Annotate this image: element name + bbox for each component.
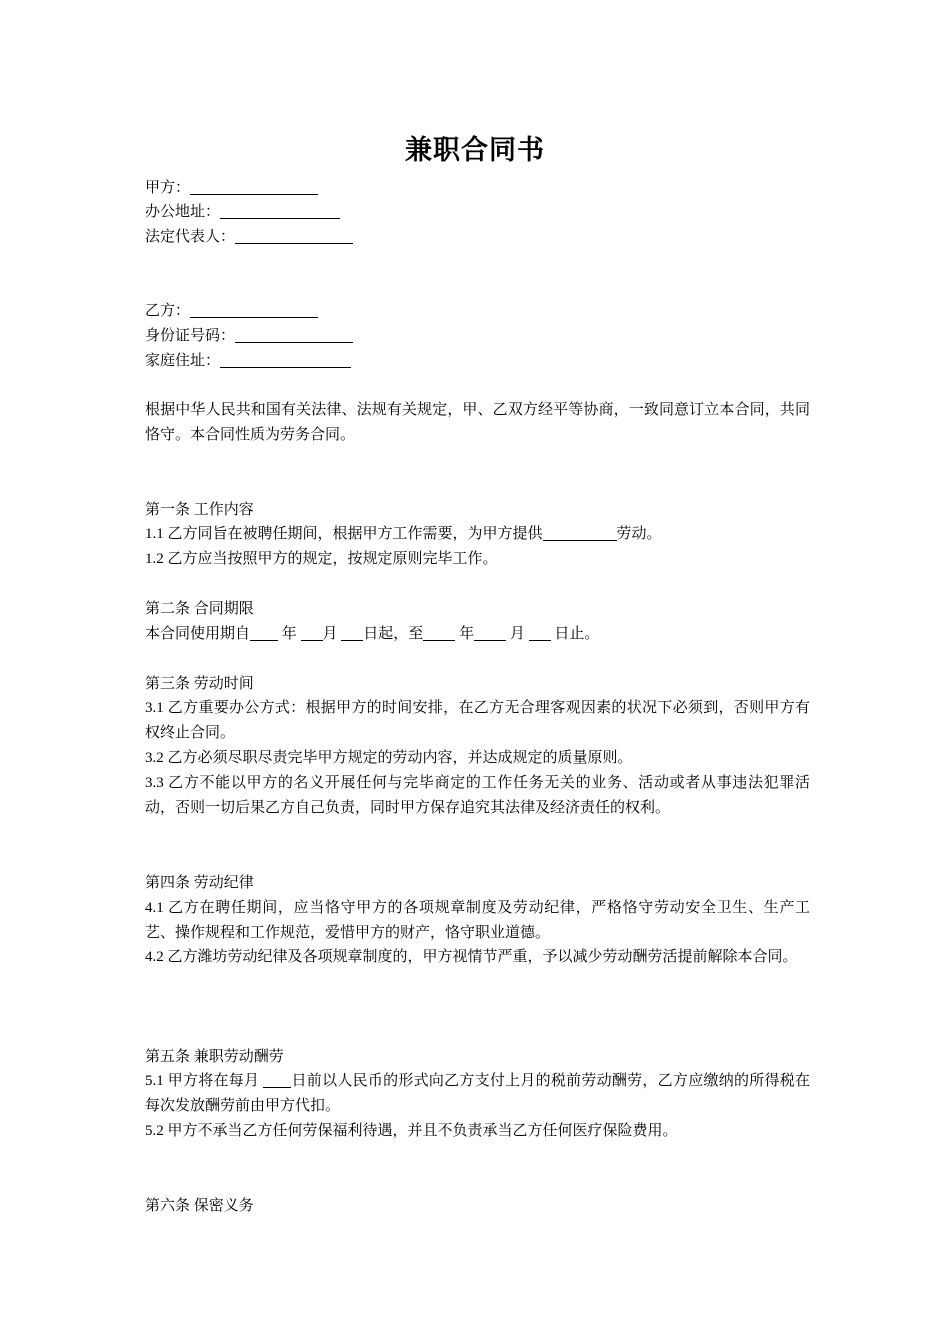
article-6-heading: 第六条 保密义务 xyxy=(145,1198,254,1214)
end-month-blank xyxy=(474,625,506,641)
party-a-name-line xyxy=(145,176,810,200)
article-1-clause-2: 1.2 乙方应当按照甲方的规定，按规定原则完毕工作。 xyxy=(145,551,498,567)
term-text-7: 日止。 xyxy=(550,626,600,642)
party-b-name-label: 乙方： xyxy=(145,303,191,319)
party-a-name-label: 甲方： xyxy=(145,180,191,196)
article-5-clause-2: 5.2 甲方不承当乙方任何劳保福利待遇，并且不负责承当乙方任何医疗保险费用。 xyxy=(145,1123,678,1139)
article-5-clause-1-end: 日前以人民币的形式向乙方支付上月的税前劳动酬劳，乙方应缴纳的所得税在每次发放酬劳前由甲方代扣。 xyxy=(145,1073,810,1114)
party-b-name-line xyxy=(145,299,810,323)
party-b-id-line xyxy=(145,324,810,348)
party-a-rep-line xyxy=(145,225,810,249)
work-type-blank xyxy=(543,525,617,541)
article-4-clause-1: 4.1 乙方在聘任期间，应当恪守甲方的各项规章制度及劳动纪律，严格恪守劳动安全卫生、生产工艺、操作规程和工作规范，爱惜甲方的财产，恪守职业道德。 xyxy=(145,900,810,941)
party-b-home-line xyxy=(145,349,810,373)
party-a-name-blank xyxy=(190,179,318,195)
article-1-clause-1-end: 劳动。 xyxy=(616,526,662,542)
start-day-blank xyxy=(341,625,363,641)
end-day-blank xyxy=(529,625,551,641)
article-1-heading: 第一条 工作内容 xyxy=(145,502,254,518)
end-year-blank xyxy=(423,625,455,641)
party-a-rep-blank xyxy=(235,228,353,244)
start-year-blank xyxy=(250,625,278,641)
party-b-id-label: 身份证号码： xyxy=(145,328,236,344)
party-b-id-blank xyxy=(235,327,353,343)
article-2-heading: 第二条 合同期限 xyxy=(145,601,254,617)
article-5-heading: 第五条 兼职劳动酬劳 xyxy=(145,1049,284,1065)
party-a-address-line xyxy=(145,200,810,224)
intro-paragraph: 根据中华人民共和国有关法律、法规有关规定，甲、乙双方经平等协商，一致同意订立本合同，共同恪守。本合同性质为劳务合同。 xyxy=(145,402,810,443)
party-b-home-blank xyxy=(220,352,351,368)
article-3-clause-1: 3.1 乙方重要办公方式：根据甲方的时间安排，在乙方无合理客观因素的状况下必须到，否则甲方有权终止合同。 xyxy=(145,700,810,741)
article-2-term xyxy=(145,622,810,646)
article-3-heading: 第三条 劳动时间 xyxy=(145,676,254,692)
party-a-address-blank xyxy=(220,203,340,219)
article-3-clause-3: 3.3 乙方不能以甲方的名义开展任何与完毕商定的工作任务无关的业务、活动或者从事违法犯罪活动，否则一切后果乙方自己负责，同时甲方保存追究其法律及经济责任的权利。 xyxy=(145,775,810,816)
article-3-clause-2: 3.2 乙方必须尽职尽责完毕甲方规定的劳动内容，并达成规定的质量原则。 xyxy=(145,750,633,766)
article-5-clause-1 xyxy=(145,1069,810,1118)
article-4-heading: 第四条 劳动纪律 xyxy=(145,875,254,891)
party-b-home-label: 家庭住址： xyxy=(145,353,221,369)
start-month-blank xyxy=(301,625,323,641)
term-text-3: 月 xyxy=(322,626,342,642)
pay-day-blank xyxy=(263,1072,291,1088)
article-5-clause-1-text: 5.1 甲方将在每月 xyxy=(145,1073,264,1089)
document-title: 兼职合同书 xyxy=(405,135,545,165)
article-4-clause-2: 4.2 乙方潍坊劳动纪律及各项规章制度的，甲方视情节严重，予以减少劳动酬劳活提前解除本合同。 xyxy=(145,949,798,965)
term-text-2: 年 xyxy=(278,626,301,642)
term-text-4: 日起，至 xyxy=(363,626,424,642)
party-b-name-blank xyxy=(190,302,318,318)
term-text-6: 月 xyxy=(506,626,529,642)
term-text-1: 本合同使用期自 xyxy=(145,626,251,642)
article-1-clause-1 xyxy=(145,522,810,546)
party-a-address-label: 办公地址： xyxy=(145,204,221,220)
term-text-5: 年 xyxy=(455,626,475,642)
article-1-clause-1-text: 1.1 乙方同旨在被聘任期间，根据甲方工作需要，为甲方提供 xyxy=(145,526,543,542)
party-a-rep-label: 法定代表人： xyxy=(145,229,236,245)
